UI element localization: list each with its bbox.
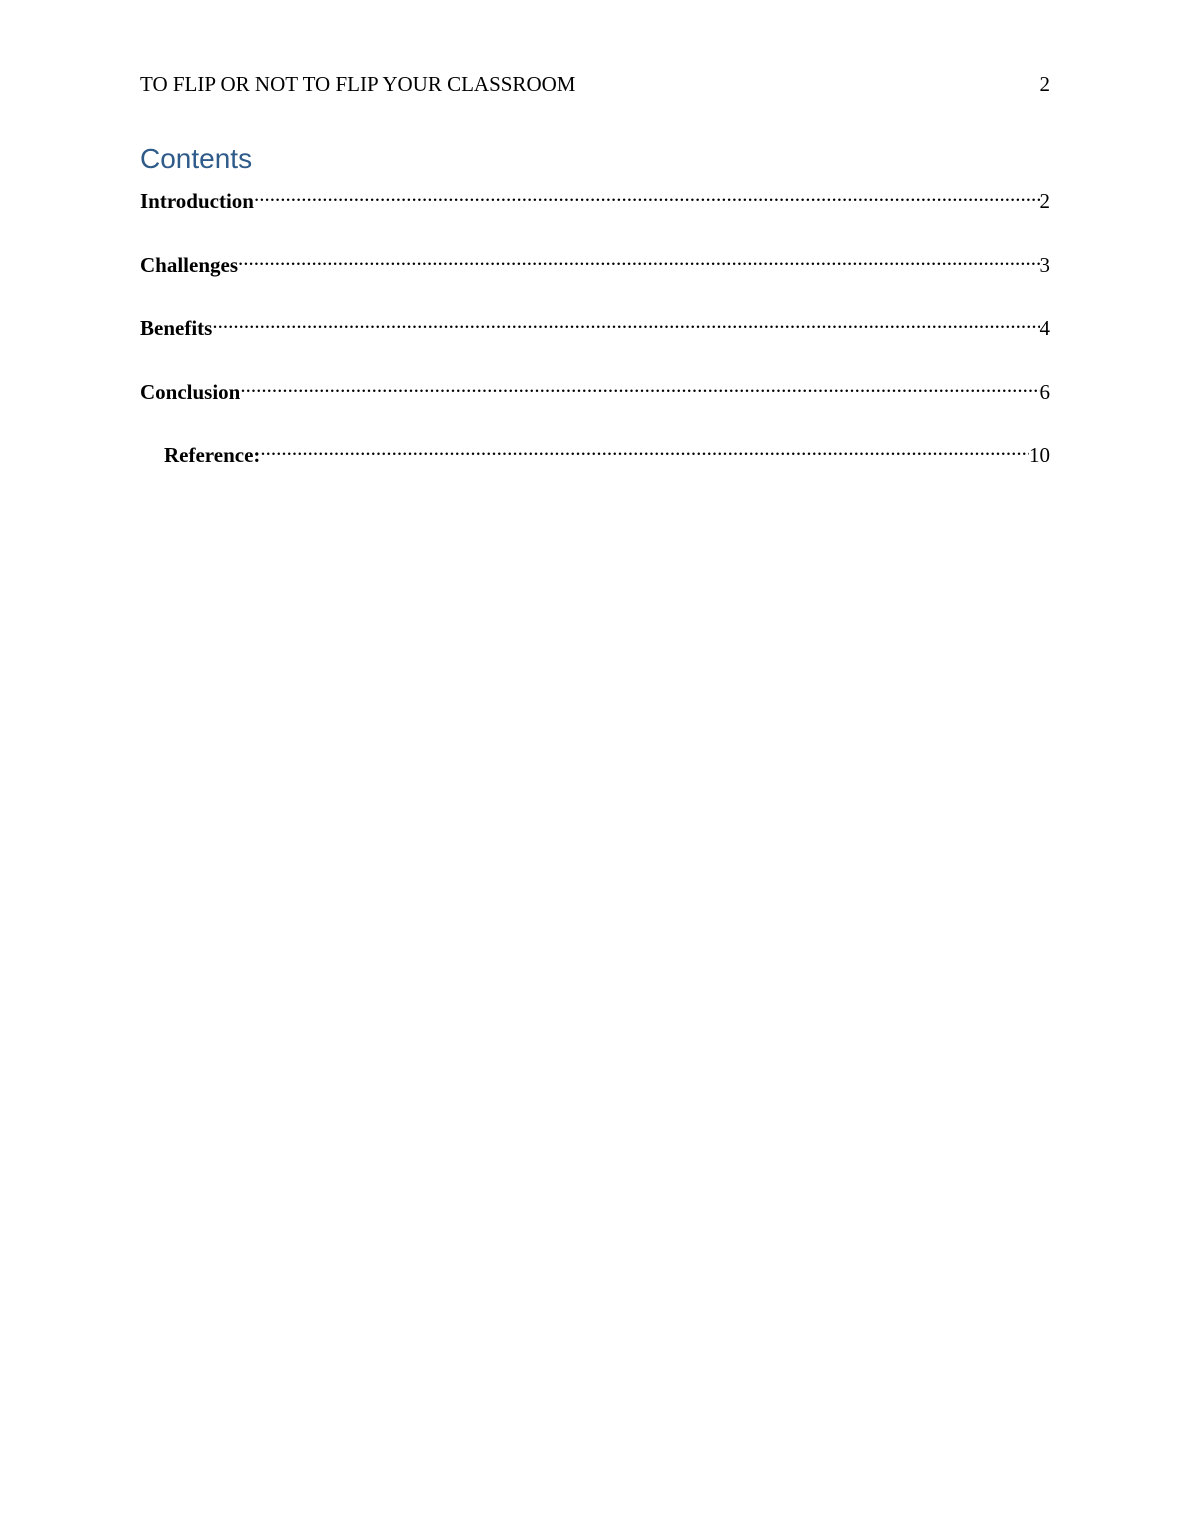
running-head-title: TO FLIP OR NOT TO FLIP YOUR CLASSROOM <box>140 72 576 96</box>
toc-entry-page: 10 <box>1029 443 1050 467</box>
running-header <box>140 70 1050 98</box>
toc-entry-page: 6 <box>1039 379 1050 404</box>
toc-entry-label: Conclusion <box>140 379 241 404</box>
toc-entry-benefits[interactable] <box>140 307 1050 371</box>
toc-dot-leader <box>238 244 1039 272</box>
toc-heading: Contents <box>140 143 253 174</box>
toc-entry-challenges[interactable] <box>140 244 1050 308</box>
toc-dot-leader <box>260 434 1029 462</box>
toc-entry-label: Introduction <box>140 189 254 213</box>
toc-dot-leader <box>212 307 1039 335</box>
toc-entry-label: Benefits <box>140 316 213 340</box>
toc-entry-label: Reference: <box>164 443 261 467</box>
toc-dot-leader <box>254 180 1040 208</box>
toc-entry-page: 3 <box>1039 252 1050 277</box>
toc-dot-leader <box>240 371 1039 399</box>
toc-entry-label: Challenges <box>140 252 239 277</box>
toc-entry-introduction[interactable] <box>140 180 1050 244</box>
toc-entry-conclusion[interactable] <box>140 371 1050 435</box>
toc-entry-reference[interactable] <box>140 434 1050 498</box>
toc-entry-page: 4 <box>1039 316 1050 340</box>
header-page-number: 2 <box>1039 72 1050 96</box>
toc-entry-page: 2 <box>1039 189 1050 213</box>
table-of-contents <box>140 180 1050 498</box>
